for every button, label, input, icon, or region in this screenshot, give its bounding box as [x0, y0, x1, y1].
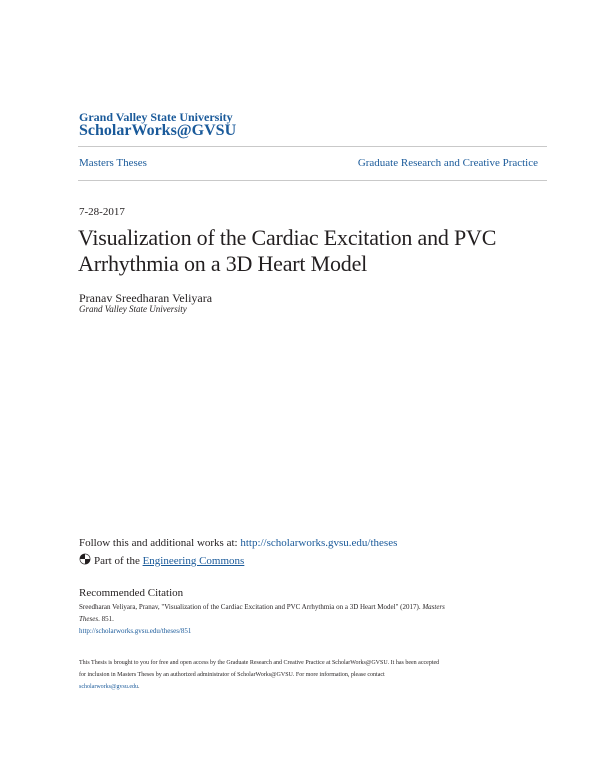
thesis-title-line1[interactable]: Visualization of the Cardiac Excitation and PVC: [78, 225, 497, 250]
citation-url[interactable]: http://scholarworks.gvsu.edu/theses/851: [79, 627, 192, 635]
citation-line2: [79, 615, 114, 623]
top-divider: [78, 146, 547, 147]
footer-period: .: [138, 684, 140, 690]
part-of-prefix: Part of the: [94, 555, 143, 567]
citation-series-cont: Theses: [79, 615, 99, 623]
citation-line1: [79, 603, 445, 611]
theses-link[interactable]: http://scholarworks.gvsu.edu/theses: [240, 537, 398, 549]
footer-line3: [79, 684, 140, 690]
footer-line2: for inclusion in Masters Theses by an authorized administrator of ScholarWorks@GVSU. For more information, please contact: [79, 672, 385, 678]
author-name: Pranav Sreedharan Veliyara: [79, 291, 213, 305]
nav-masters-theses[interactable]: Masters Theses: [79, 157, 147, 169]
nav-divider: [78, 180, 547, 181]
citation-heading: Recommended Citation: [79, 587, 184, 599]
thesis-title-line2[interactable]: Arrhythmia on a 3D Heart Model: [78, 251, 368, 276]
follow-prefix: Follow this and additional works at:: [79, 537, 241, 549]
nav-graduate-research[interactable]: Graduate Research and Creative Practice: [357, 157, 538, 169]
open-access-icon: [79, 553, 91, 565]
contact-email-link[interactable]: scholarworks@gvsu.edu: [79, 684, 139, 690]
publication-date: 7-28-2017: [79, 206, 125, 218]
follow-line: [79, 537, 397, 549]
university-name[interactable]: Grand Valley State University: [79, 110, 233, 124]
citation-text: Sreedharan Veliyara, Pranav, "Visualization of the Cardiac Excitation and PVC Arrhythmia on a 3D Heart Model" (2017).: [79, 603, 423, 611]
footer-line1: This Thesis is brought to you for free and open access by the Graduate Research and Creative Practice at ScholarWorks@GVSU. It has been accepted: [79, 660, 440, 666]
part-of-line: [79, 553, 244, 567]
engineering-commons-link[interactable]: Engineering Commons: [142, 555, 245, 567]
repository-name[interactable]: ScholarWorks@GVSU: [79, 122, 237, 139]
citation-series: Masters: [422, 603, 445, 611]
citation-number: . 851.: [98, 615, 114, 623]
author-affiliation: Grand Valley State University: [79, 304, 187, 314]
